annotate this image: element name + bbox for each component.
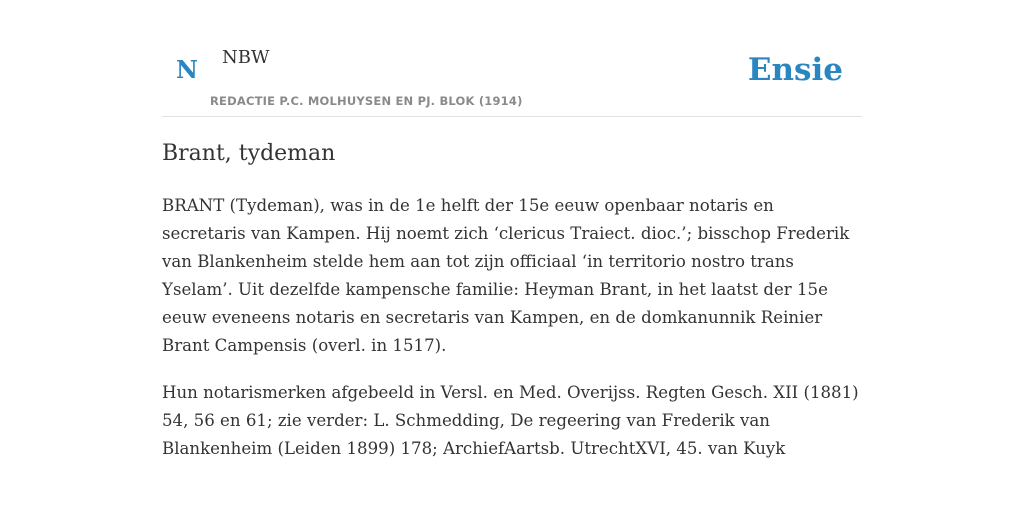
entry-paragraph: BRANT (Tydeman), was in de 1e helft der 15e eeuw openbaar notaris en secretaris van Kampen. Hij noemt zich ‘clericus Traiect. dioc.’; bisschop Frederik van Blankenheim stelde hem aan tot zijn officiaal ‘in territorio nostro trans Yselam’. Uit dezelfde kampensche familie: Heyman Brant, in het laatst der 15e eeuw eveneens notaris en secretaris van Kampen, en de domkanunnik Reinier Brant Campensis (overl. in 1517).: [162, 196, 850, 355]
source-logo[interactable]: N: [176, 55, 198, 84]
source-header: [162, 0, 862, 117]
source-editors: REDACTIE P.C. MOLHUYSEN EN PJ. BLOK (1914): [210, 94, 523, 108]
source-title[interactable]: NBW: [222, 47, 270, 68]
entry-title: Brant, tydeman: [162, 141, 336, 166]
entry-body: [162, 192, 862, 482]
ensie-logo-link[interactable]: Ensie: [747, 52, 843, 88]
entry-paragraph: Hun notarismerken afgebeeld in Versl. en Med. Overijss. Regten Gesch. XII (1881) 54, 56 en 61; zie verder: L. Schmedding, De regeering van Frederik van Blankenheim (Leiden 1899) 178; ArchiefAartsb. UtrechtXVI, 45. van Kuyk: [162, 383, 859, 458]
